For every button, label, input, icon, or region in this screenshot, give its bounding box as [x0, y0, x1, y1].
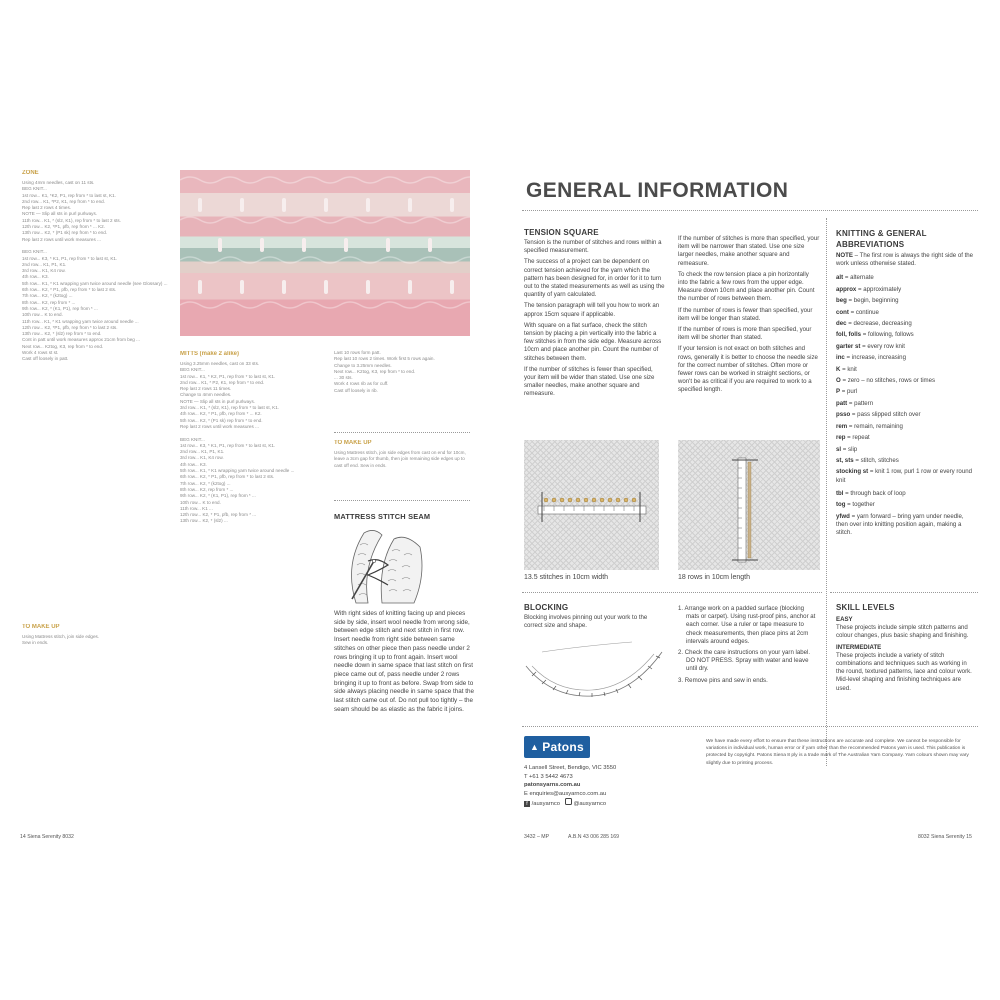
abbr-term: rep [836, 434, 846, 442]
easy-heading: EASY [836, 616, 853, 623]
intermediate-heading: INTERMEDIATE [836, 643, 882, 651]
tension-para: If the number of rows is fewer than specified, your item will be longer than stated. [678, 306, 813, 322]
email-link[interactable]: E enquiries@ausyarnco.com.au [524, 790, 607, 797]
address: 4 Lansell Street, Bendigo, VIC 3550 [524, 765, 617, 771]
tension-para: To check the row tension place a pin horizontally into the fabric a few rows from the upper edge. Measure down 10cm and place another pin. Count the number of rows between them. [678, 270, 815, 303]
abbr-def: = alternate [843, 274, 874, 282]
abbr-term: O [836, 377, 841, 385]
tension-para: Tension is the number of stitches and rows within a specified measurement. [524, 239, 662, 255]
tension-para: If your tension is not exact on both stitches and rows, generally it is better to choose the needle size for the correct number of stitches. Often more or fewer rows can be worked in straight sections, or won't be as critical if you are required to work to a specified length. [678, 345, 818, 394]
abbr-term: P [836, 388, 841, 396]
abbr-term: yfwd [836, 512, 850, 520]
website-link[interactable]: patonsyarns.com.au [524, 782, 581, 789]
abbr-item [836, 318, 974, 329]
skill-levels [836, 616, 976, 696]
tension-para: If the number of rows is more than specified, your item will be shorter than stated. [678, 326, 812, 342]
abbr-item [836, 455, 974, 466]
abbr-term: stocking st [836, 468, 869, 476]
abbr-def: = stitch, stitches [853, 456, 899, 464]
tension-para: With square on a flat surface, check the stitch tension by placing a pin vertically into the fabric a few stitches in from the side edge. Measure across 10cm and place another pin. Count the number of stitches between them. [524, 321, 662, 362]
caption-rows: 18 rows in 10cm length [678, 574, 750, 581]
abbr-term: dec [836, 320, 847, 328]
stitch-gauge-swatch [524, 440, 659, 570]
abbr-def: = repeat [845, 434, 870, 442]
left-col3-text: Last 10 rows form patt. Rep last 10 rows 2 times. Work first 5 rows again. Change to 3.25mm needles. Next row... K2tog, K3, rep from * to end. ... 30 sts. Work 4 rows rib as for cuff. Cast off loosely in rib. [334, 350, 435, 393]
abbr-item [836, 295, 974, 306]
abbr-item [836, 444, 974, 455]
patons-crest-icon: ▲ [529, 742, 540, 752]
left-col1-heading2: TO MAKE UP [22, 624, 60, 630]
abbr-term: psso [836, 411, 851, 419]
abbr-term: K [836, 365, 841, 373]
mattress-text: With right sides of knitting facing up and pieces side by side, insert wool needle from wrong side, between edge stitch and next stitch in first row. Insert needle from right side between same stitches on other piece then pass needle under 2 rows bringing it up to front again. Insert wool needle down in same space that last stitch on first piece came out of, pass needle under 2 rows bringing it up to front as before. Swap from side to side always placing needle in same space that the last stitch came out of. Do not pull too tightly – the seam should be as elastic as the fabric it joins. [334, 610, 475, 713]
abbr-term: NOTE [836, 252, 853, 259]
abbr-list [836, 252, 974, 537]
skill-heading: SKILL LEVELS [836, 603, 895, 612]
blocking-divider [522, 592, 822, 593]
mattress-heading: MATTRESS STITCH SEAM [334, 512, 431, 521]
abbr-def: – The first row is always the right side of the work unless otherwise stated. [836, 252, 974, 268]
contact-divider [522, 726, 978, 727]
blocking-step: 3. Remove pins and sew in ends. [678, 676, 768, 684]
abbr-def: = decrease, decreasing [846, 320, 912, 328]
abbr-item [836, 375, 974, 386]
abbr-term: rem [836, 422, 848, 430]
abbr-item [836, 421, 974, 432]
abbr-def: = pass slipped stitch over [850, 411, 921, 419]
abbr-item [836, 329, 974, 340]
abbr-def: = through back of loop [843, 489, 906, 497]
disclaimer: We have made every effort to ensure that these instructions are accurate and complete. We cannot be responsible for variations in individual work, human error or if yarn other than the recommended Patons yarn is used. This publication is protected by copyright. Patons Siena 8 ply is a trade mark of The Australian Yarn Company. Yarn colours shown may vary slightly due to printing process. [706, 739, 969, 766]
abbr-term: st, sts [836, 456, 854, 464]
left-col2-text: Using 3.25mm needles, cast on 33 sts. BEG KNIT... 1st row... K1, * K2, P1, rep from * to last st, K1. 2nd row... K1, * P2, K1, rep from * to end. Rep last 2 rows 11 times. Change to 4mm needles. NOTE — Slip all sts in purl purlways. 3rd row... K1, * (sl2, K1), rep from * to last st, K1. 4th row... K2, * P1, pfb, rep from * ... K2. 5th row... K2, * (P1 sk) rep from * to end. Rep last 2 rows until work measures ... BEG KNIT... 1st row... K3, * K1, P1, rep from * to last st, K1. 2nd row... K1, P1, K1. 3rd row... K1, K4 row. 4th row... K3. 5th row... K1, * K1 wrapping yarn twice around needle ... 6th row... K2, * P1, pfb, rep from * to last 2 sts. 7th row... K2, * (k2tog) ... 8th row... K2, rep from * ... 9th row... K2, * (K1, P1), rep from * ... 10th row... K to end. 11th row... K1 ... 12th row... K2, * P1, pfb, rep from * ... 13th row... K2, * (sl2) ... [180, 361, 295, 524]
abbr-term: cont [836, 308, 849, 316]
patons-logo [524, 736, 590, 758]
abbr-def: = remain, remaining [847, 422, 903, 430]
abbr-item [836, 252, 974, 268]
instagram-handle[interactable]: @ausyarnco [573, 801, 607, 808]
mattress-divider [334, 500, 470, 501]
abbr-item [836, 432, 974, 443]
abbr-def: = knit [840, 365, 857, 373]
left-col1-text2: Using Mattress stitch, join side edges. Sew in ends. [22, 634, 100, 646]
magazine-spread [8, 138, 992, 854]
abbr-def: = purl [840, 388, 858, 396]
abbr-term: tbl [836, 489, 844, 497]
intermediate-text: These projects include a variety of stitch combinations and techniques such as working in the round, textured patterns, lace and colour work. Mid-level shaping and finishing techniques are used. [836, 651, 972, 692]
swatch-stitch-texture [180, 170, 470, 336]
ruler-horizontal [524, 440, 659, 570]
blocking-step: 1. Arrange work on a padded surface (blocking mats or carpet). Using rust-proof pins, anchor at each corner. Use a ruler or tape measure to check measurements, then place pins at 2cm intervals around edges. [678, 605, 816, 645]
easy-text: These projects include simple stitch patterns and colour changes, plus basic shaping and finishing. [836, 624, 969, 640]
abbr-item [836, 468, 974, 484]
abbr-def: = every row knit [860, 342, 905, 350]
mattress-stitch-diagram [334, 525, 434, 607]
tension-heading: TENSION SQUARE [524, 228, 599, 237]
abbr-term: foll, folls [836, 331, 862, 339]
tension-para: The tension paragraph will tell you how to work an approx 15cm square if applicable. [524, 302, 660, 318]
abbr-term: tog [836, 501, 846, 509]
contact-block [524, 764, 674, 809]
abbr-def: = knit 1 row, purl 1 row or every round knit [836, 468, 972, 484]
left-page-footer: 14 Siena Serenity 8032 [20, 834, 74, 840]
blocking-intro: Blocking involves pinning out your work to the correct size and shape. [524, 614, 648, 630]
tension-col1 [524, 239, 666, 402]
facebook-icon: f [524, 801, 530, 807]
abbr-def: = zero – no stitches, rows or times [840, 377, 936, 385]
abbr-def: = following, follows [861, 331, 914, 339]
tension-col2 [678, 235, 820, 398]
ruler-vertical [678, 440, 820, 570]
skill-divider [830, 592, 978, 593]
abbr-heading: KNITTING & GENERAL ABBREVIATIONS [836, 229, 927, 249]
abbr-term: approx [836, 285, 857, 293]
knitted-swatch-photo [180, 170, 470, 336]
caption-stitches: 13.5 stitches in 10cm width [524, 574, 609, 581]
tension-para: If the number of stitches is more than specified, your item will be narrower than stated. Use one size larger needles, make another square and remeasure. [678, 235, 820, 267]
abbr-item [836, 386, 974, 397]
blocking-steps [678, 605, 818, 688]
row-gauge-swatch [678, 440, 820, 570]
left-col3-text2: Using Mattress stitch, join side edges from cast on end for 10cm, leave a 3cm gap for thumb, then join remaining side edges up to cast off end. Sew in ends. [334, 450, 466, 468]
instagram-icon [565, 798, 572, 805]
abbr-item [836, 284, 974, 295]
abbr-term: garter st [836, 342, 861, 350]
abbr-def: = approximately [856, 285, 902, 293]
abbr-term: inc [836, 354, 845, 362]
left-page [8, 138, 498, 854]
left-col1-text: Using 4mm needles, cast on 11 sts. BEG KNIT... 1st row... K1, *K2, P1, rep from * to last st, K1. 2nd row... K1, *P2, K1, rep from * to end. Rep last 2 rows 4 times. NOTE — Slip all sts in purl purlways. 11th row... K1, * (sl2, K1), rep from * to last 2 sts. 12th row... K2, *P1, pfb, rep from * ... K2. 13th row... K2, * (P1 sk) rep from * to end. Rep last 2 rows until work measures ... BEG KNIT... 1st row... K3, * K1, P1, rep from * to last st, K1. 2nd row... K1, P1, K1. 3rd row... K1, K4 row. 4th row... K3. 5th row... K1, * K1 wrapping yarn twice around needle (see Glossary) ... 6th row... K2, * P1, pfb, rep from * to last 2 sts. 7th row... K2, * (k2tog) ... 8th row... K2, rep from * ... 9th row... K2, * (K1, P1), rep from * ... 10th row... K to end. 11th row... K1, * K1 wrapping yarn twice around needle ... 12th row... K2, *P1, pfb, rep from * to last 2 sts. 13th row... K2, * (sl2) rep from * to end. Cont in patt until work measures approx 21cm from beg ... Next row... K2tog, K3, rep from * to end. Work 4 rows st st. Cast off loosely in patt. [22, 180, 168, 362]
blocking-heading: BLOCKING [524, 603, 569, 612]
left-col3-divider [334, 432, 470, 433]
brand-name: Patons [542, 740, 585, 754]
right-page [506, 138, 992, 854]
abbr-item [836, 398, 974, 409]
abbr-def: = continue [848, 308, 879, 316]
abbr-def: = together [845, 501, 875, 509]
left-col3-heading: TO MAKE UP [334, 440, 372, 446]
abbr-item [836, 307, 974, 318]
left-col2-heading: MITTS (make 2 alike) [180, 351, 240, 357]
abbr-term: beg [836, 297, 847, 305]
page-title: GENERAL INFORMATION [526, 179, 789, 202]
abbr-term: alt [836, 274, 844, 282]
tension-para: The success of a project can be dependent on correct tension achieved for the yarn which the pattern has been designed for, in order for it to turn out to the stated measurements as well as using the quantity of yarn calculated. [524, 258, 665, 299]
abbr-term: patt [836, 399, 848, 407]
social-links [524, 798, 674, 809]
facebook-handle[interactable]: /ausyarnco [531, 801, 560, 808]
abbr-def: = increase, increasing [844, 354, 906, 362]
abbr-item [836, 364, 974, 375]
left-col1-heading: ZONE [22, 170, 39, 176]
abbr-item [836, 352, 974, 363]
phone: T +61 3 5442 4673 [524, 773, 573, 780]
title-underline [522, 210, 978, 211]
abbr-item [836, 513, 974, 538]
abbr-item [836, 409, 974, 420]
abbr-term: sl [836, 445, 842, 453]
blocking-step: 2. Check the care instructions on your yarn label. DO NOT PRESS. Spray with water and leave until dry. [678, 649, 811, 673]
abbr-def: = begin, beginning [846, 297, 899, 305]
abbr-def: = yarn forward – bring yarn under needle, then over into knitting position again, making a stitch. [836, 512, 964, 536]
abbr-column-divider [826, 218, 827, 766]
abbr-item [836, 341, 974, 352]
abbr-item [836, 499, 974, 510]
footer-code: 3432 – MP [524, 834, 550, 840]
abbr-def: = pattern [847, 399, 874, 407]
footer-page-number: 8032 Siena Serenity 15 [918, 834, 972, 840]
abbr-item [836, 488, 974, 499]
tension-para: If the number of stitches is fewer than specified, your item will be wider than stated. Use one size smaller needles, make another square and remeasure. [524, 365, 655, 398]
abbr-def: = slip [841, 445, 858, 453]
footer-abn: A.B.N 43 006 285 169 [568, 834, 620, 840]
abbr-item [836, 272, 974, 283]
blocking-diagram [522, 632, 672, 710]
